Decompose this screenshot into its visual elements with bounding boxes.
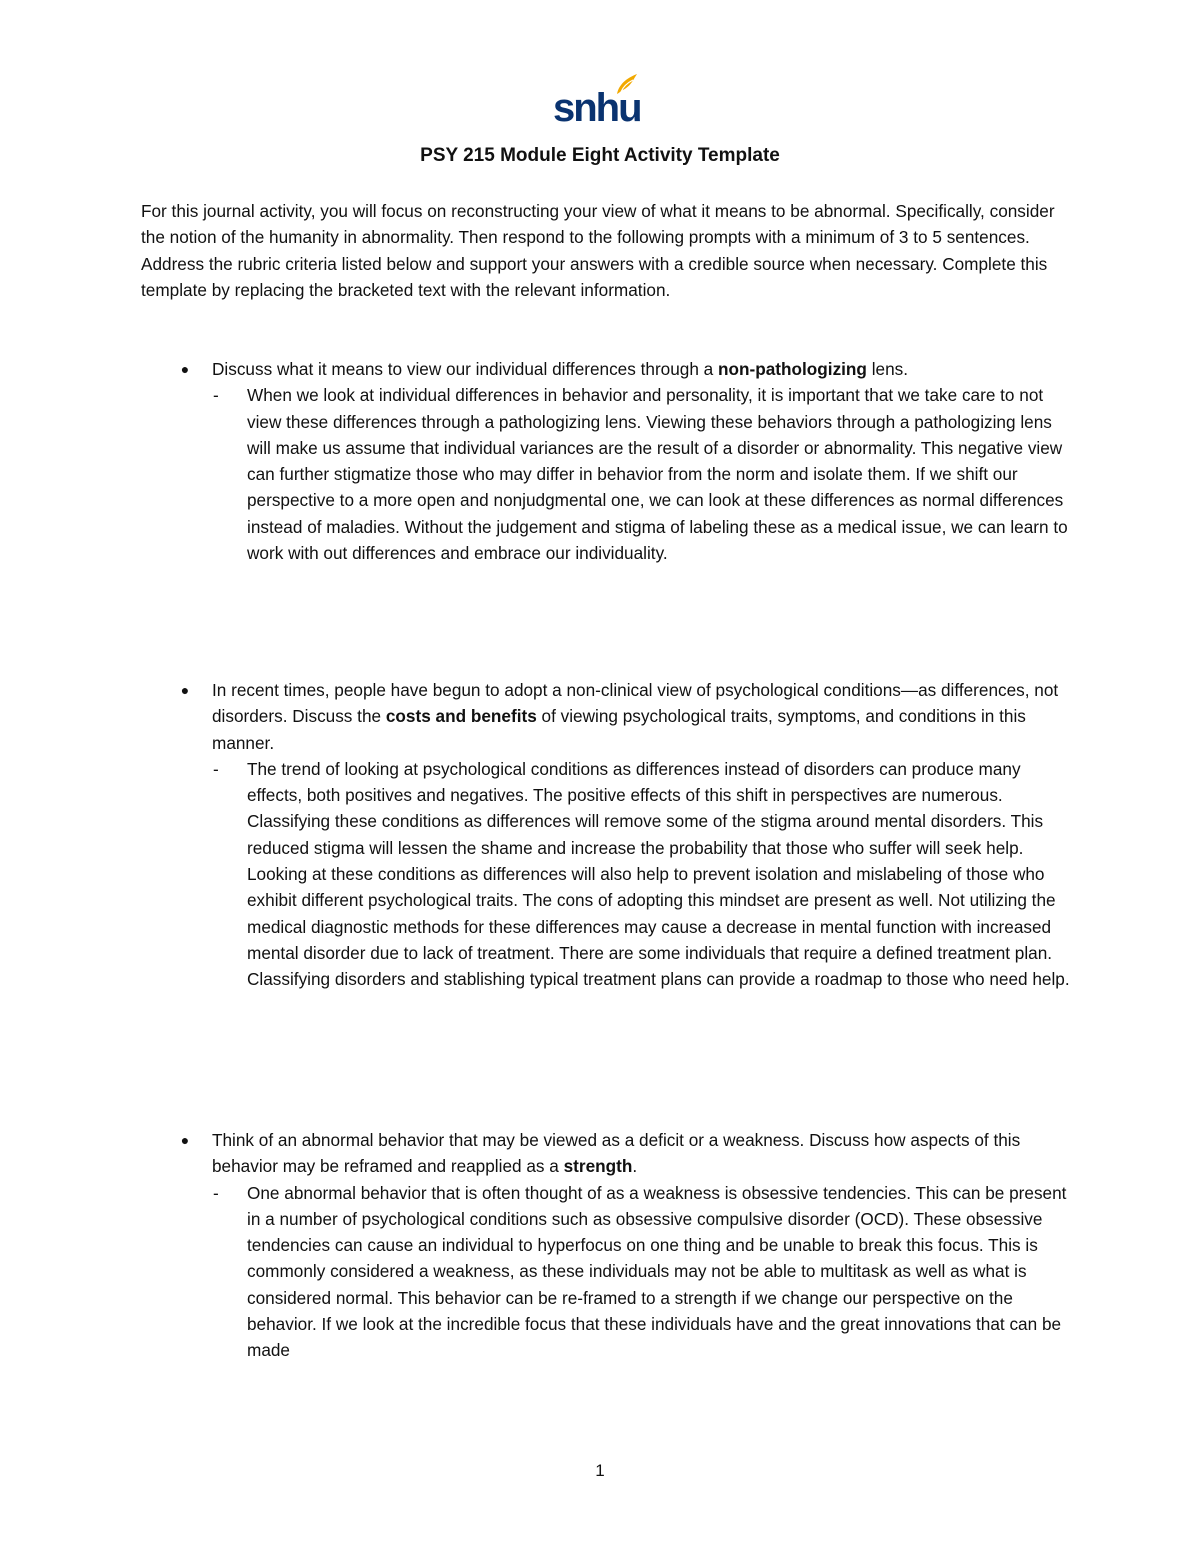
answer-2 xyxy=(141,756,1071,993)
answer-1 xyxy=(141,382,1071,566)
bullet-icon: ● xyxy=(180,1132,190,1148)
page-number: 1 xyxy=(595,1461,605,1480)
prompt-2-text-bold: costs and benefits xyxy=(385,706,537,727)
prompt-section-1 xyxy=(141,356,1071,566)
prompt-3-text-before: Think of an abnormal behavior that may be viewed as a deficit or a weakness. Discuss how aspects of this behavior may be reframed and reapplied as a xyxy=(212,1130,1021,1177)
document-title: PSY 215 Module Eight Activity Template xyxy=(420,145,780,166)
prompt-3-text-after: . xyxy=(632,1156,638,1177)
prompt-1-text-after: lens. xyxy=(866,359,909,379)
answer-3 xyxy=(141,1180,1071,1364)
intro-paragraph xyxy=(141,198,1061,303)
prompt-3-text-bold: strength xyxy=(563,1156,633,1177)
bullet-icon: ● xyxy=(180,361,190,377)
prompt-1-text-bold: non-pathologizing xyxy=(718,359,867,379)
prompt-1 xyxy=(141,356,1071,382)
prompt-2 xyxy=(141,677,1071,756)
prompt-2-text-before: In recent times, people have begun to adopt a non-clinical view of psychological conditions—as differences, not disorders. Discuss the xyxy=(212,680,1059,727)
logo-wordmark: snhu xyxy=(553,86,641,130)
dash-marker: - xyxy=(213,385,219,406)
answer-3-text: One abnormal behavior that is often thought of as a weakness is obsessive tendencies. This can be present in a number of psychological conditions such as obsessive compulsive disorder (OCD). These obsessive tendencies can cause an individual to hyperfocus on one thing and be unable to break this focus. This is commonly considered a weakness, as these individuals may not be able to multitask as well as what is considered normal. This behavior can be re-framed to a strength if we change our perspective on the behavior. If we look at the incredible focus that these individuals have and the great innovations that can be made xyxy=(247,1182,1067,1361)
intro-text: For this journal activity, you will focus on reconstructing your view of what it means to be abnormal. Specifically, consider the notion of the humanity in abnormality. Then respond to the following prompts with a minimum of 3 to 5 sentences. Address the rubric criteria listed below and support your answers with a credible source when necessary. Complete this template by replacing the bracketed text with the relevant information. xyxy=(141,201,1055,300)
prompt-section-3 xyxy=(141,1127,1071,1364)
prompt-3 xyxy=(141,1127,1071,1180)
answer-2-text: The trend of looking at psychological conditions as differences instead of disorders can produce many effects, both positives and negatives. The positive effects of this shift in perspectives are numerous. Classifying these conditions as differences will remove some of the stigma around mental disorders. This reduced stigma will lessen the shame and increase the probability that those who suffer will seek help. Looking at these conditions as differences will also help to prevent isolation and mislabeling of those who exhibit different psychological traits. The cons of adopting this mindset are present as well. Not utilizing the medical diagnostic methods for these differences may cause a decrease in mental function with increased mental disorder due to lack of treatment. There are some individuals that require a defined treatment plan. Classifying disorders and stablishing typical treatment plans can provide a roadmap to those who need help. xyxy=(247,758,1070,990)
dash-marker: - xyxy=(213,758,219,779)
answer-1-text: When we look at individual differences in behavior and personality, it is important that we take care to not view these differences through a pathologizing lens. Viewing these behaviors through a pathologizing lens will make us assume that individual variances are the result of a disorder or abnormality. This negative view can further stigmatize those who may differ in behavior from the norm and isolate them. If we shift our perspective to a more open and nonjudgmental one, we can look at these differences as normal differences instead of maladies. Without the judgement and stigma of labeling these as a medical issue, we can learn to work with out differences and embrace our individuality. xyxy=(247,385,1068,564)
prompt-2-text-after: of viewing psychological traits, symptoms, and conditions in this manner. xyxy=(212,706,1026,753)
dash-marker: - xyxy=(213,1182,219,1203)
prompt-1-text-before: Discuss what it means to view our individual differences through a xyxy=(212,359,719,379)
prompt-section-2 xyxy=(141,677,1071,993)
bullet-icon: ● xyxy=(180,682,190,698)
snhu-logo xyxy=(553,72,639,134)
